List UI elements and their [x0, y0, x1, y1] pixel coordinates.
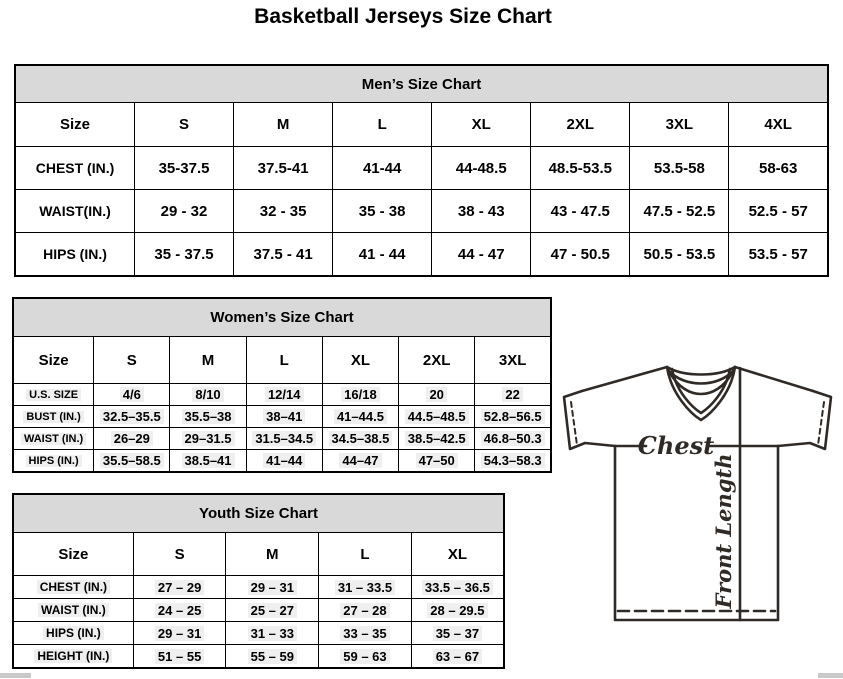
table-title-row: [13, 298, 551, 337]
right-shoulder-line: [735, 367, 813, 391]
size-value: 47–50: [416, 453, 458, 468]
table-row: [15, 233, 828, 277]
table-row: [15, 147, 828, 190]
size-value: 31 – 33: [248, 626, 297, 641]
right-cuff-stitch-dashed-line: [818, 402, 824, 445]
size-value: 52.8–56.5: [481, 409, 545, 424]
size-value: 29 – 31: [155, 626, 204, 641]
column-header-row: [15, 103, 828, 147]
chest-label: Chest: [637, 431, 715, 460]
size-value: 53.5 - 57: [748, 245, 808, 263]
table-row: [13, 428, 551, 450]
size-value: 31 – 33.5: [335, 580, 395, 595]
size-value: 32.5–35.5: [100, 409, 164, 424]
row-label: CHEST (IN.): [37, 580, 110, 594]
size-value: 32 - 35: [259, 202, 307, 220]
size-value: 38 - 43: [457, 202, 505, 220]
size-value: 37.5 - 41: [253, 245, 313, 263]
size-value: 41 - 44: [358, 245, 406, 263]
youth-size-chart-table: [12, 493, 505, 669]
size-value: 43 - 47.5: [550, 202, 610, 220]
table-row: [13, 645, 504, 669]
row-label: CHEST (IN.): [35, 160, 115, 176]
column-header: S: [133, 533, 226, 576]
table-row: [15, 190, 828, 233]
left-shoulder-line: [582, 367, 667, 391]
column-header-row: [13, 337, 551, 384]
column-header: L: [246, 337, 322, 384]
size-value: 16/18: [341, 387, 380, 402]
row-label: U.S. SIZE: [26, 389, 81, 401]
size-value: 50.5 - 53.5: [643, 245, 716, 263]
column-header: S: [135, 103, 234, 147]
torso-outline: [615, 446, 778, 620]
column-header: M: [234, 103, 333, 147]
column-header: 4XL: [729, 103, 828, 147]
size-value: 34.5–38.5: [329, 431, 393, 446]
jersey-outline-drawing: [556, 356, 838, 628]
row-label: HIPS (IN.): [26, 455, 82, 467]
table-row: [13, 622, 504, 645]
table-row: [13, 450, 551, 473]
right-sleeve-outline: [778, 391, 831, 449]
column-header: 2XL: [531, 103, 630, 147]
horizontal-scrollbar-fragment-left[interactable]: [0, 673, 31, 678]
row-label: WAIST (IN.): [21, 433, 86, 445]
size-value: 31.5–34.5: [252, 431, 316, 446]
size-value: 35 - 38: [358, 202, 406, 220]
size-value: 55 – 59: [248, 649, 297, 664]
table-title: Women’s Size Chart: [13, 298, 551, 337]
table-title-row: [13, 494, 504, 533]
column-header: XL: [322, 337, 398, 384]
size-value: 47 - 50.5: [550, 245, 610, 263]
column-header: M: [170, 337, 246, 384]
size-value: 12/14: [265, 387, 304, 402]
column-header: M: [226, 533, 319, 576]
size-value: 33 – 35: [340, 626, 389, 641]
size-value: 26–29: [111, 431, 153, 446]
size-value: 52.5 - 57: [748, 202, 808, 220]
size-value: 63 – 67: [433, 649, 482, 664]
size-value: 44-48.5: [455, 159, 507, 177]
row-label: HEIGHT (IN.): [34, 649, 112, 663]
size-value: 37.5-41: [257, 159, 309, 177]
table-row: [13, 599, 504, 622]
size-value: 35.5–38: [182, 409, 235, 424]
column-header: 3XL: [630, 103, 729, 147]
size-value: 53.5-58: [653, 159, 705, 177]
row-label: WAIST(IN.): [39, 203, 111, 219]
column-header: L: [333, 103, 432, 147]
left-cuff-stitch-dashed-line: [571, 402, 577, 445]
jersey-measurement-diagram: [556, 356, 838, 628]
size-value: 46.8–50.3: [481, 431, 545, 446]
row-label: WAIST (IN.): [38, 603, 109, 617]
size-value: 47.5 - 52.5: [643, 202, 716, 220]
column-header: Size: [13, 533, 133, 576]
womens-size-chart-table: [12, 297, 552, 473]
column-header: Size: [15, 103, 135, 147]
table-row: [13, 384, 551, 406]
size-value: 27 – 29: [155, 580, 204, 595]
size-value: 33.5 – 36.5: [422, 580, 493, 595]
mens-size-chart-table: [14, 64, 829, 277]
size-value: 28 – 29.5: [427, 603, 487, 618]
column-header: S: [94, 337, 170, 384]
column-header-row: [13, 533, 504, 576]
size-value: 38–41: [263, 409, 305, 424]
size-value: 8/10: [192, 387, 223, 402]
size-value: 38.5–41: [182, 453, 235, 468]
column-header: 3XL: [475, 337, 551, 384]
size-value: 48.5-53.5: [548, 159, 612, 177]
column-header: XL: [432, 103, 531, 147]
size-value: 35 - 37.5: [154, 245, 214, 263]
size-value: 35-37.5: [158, 159, 210, 177]
row-label: BUST (IN.): [23, 411, 83, 423]
size-value: 58-63: [759, 159, 798, 177]
size-value: 44–47: [339, 453, 381, 468]
column-header: Size: [13, 337, 94, 384]
size-value: 44.5–48.5: [405, 409, 469, 424]
table-title-row: [15, 65, 828, 103]
column-header: L: [319, 533, 412, 576]
row-label: HIPS (IN.): [43, 246, 107, 262]
horizontal-scrollbar-fragment-right[interactable]: [818, 673, 843, 678]
size-value: 22: [502, 387, 522, 402]
collar-arc-outer: [667, 367, 735, 375]
size-value: 4/6: [120, 387, 144, 402]
size-value: 35.5–58.5: [100, 453, 164, 468]
size-value: 41–44.5: [334, 409, 387, 424]
size-value: 59 – 63: [340, 649, 389, 664]
size-value: 25 – 27: [248, 603, 297, 618]
size-value: 29 – 31: [248, 580, 297, 595]
size-value: 35 – 37: [433, 626, 482, 641]
size-value: 20: [426, 387, 446, 402]
table-row: [13, 406, 551, 428]
row-label: HIPS (IN.): [43, 626, 104, 640]
size-value: 54.3–58.3: [481, 453, 545, 468]
column-header: XL: [411, 533, 504, 576]
size-value: 51 – 55: [155, 649, 204, 664]
size-value: 41–44: [263, 453, 305, 468]
size-value: 38.5–42.5: [405, 431, 469, 446]
size-value: 44 - 47: [457, 245, 505, 263]
size-value: 24 – 25: [155, 603, 204, 618]
left-sleeve-outline: [564, 391, 615, 449]
size-value: 27 – 28: [340, 603, 389, 618]
size-value: 29 - 32: [160, 202, 208, 220]
size-value: 29–31.5: [182, 431, 235, 446]
page-title: Basketball Jerseys Size Chart: [254, 5, 552, 28]
column-header: 2XL: [399, 337, 475, 384]
table-row: [13, 576, 504, 599]
size-value: 41-44: [362, 159, 402, 177]
front-length-label: Front Length: [711, 453, 736, 609]
table-title: Men’s Size Chart: [15, 65, 828, 103]
table-title: Youth Size Chart: [13, 494, 504, 533]
